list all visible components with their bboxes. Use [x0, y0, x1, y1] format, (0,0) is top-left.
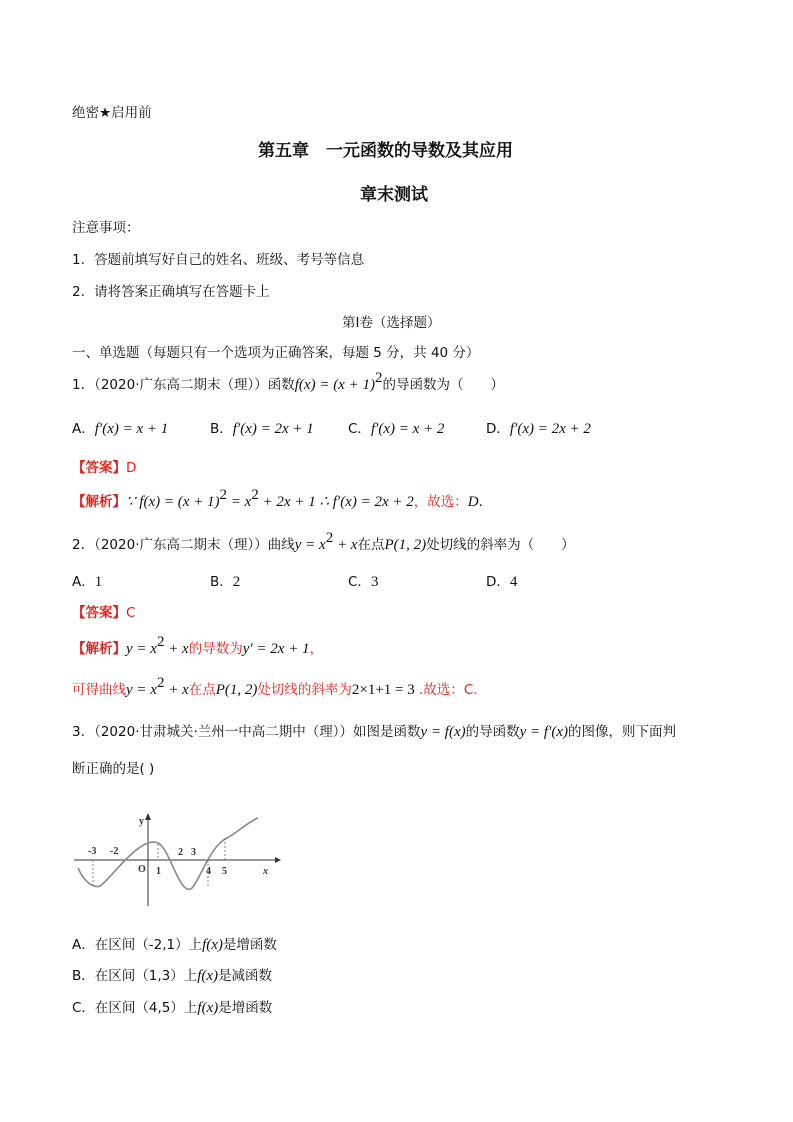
question-2-option-b: B．2 [210, 574, 241, 590]
graph-label-4: 4 [206, 866, 211, 877]
question-1-function: f(x) = (x + 1) [294, 377, 375, 393]
y-axis-arrow [145, 813, 151, 820]
note-item-2: 2．请将答案正确填写在答题卡上 [72, 284, 270, 300]
graph-label-3: 3 [191, 847, 196, 858]
x-axis-arrow [275, 857, 281, 863]
notes-heading: 注意事项： [72, 220, 140, 236]
question-2: 2．（2020·广东高二期末（理））曲线$y = x^2 + x$在点P(1, 2)处切线的斜率为（ ） [72, 530, 575, 553]
graph-label-1: 1 [156, 866, 161, 877]
graph-label-2: 2 [178, 847, 183, 858]
question-1-suffix: 的导函数为（ ） [382, 377, 504, 393]
question-1-option-d: D．f′(x) = 2x + 2 [486, 421, 591, 437]
question-2-option-a: A．1 [72, 574, 103, 590]
question-2-analysis-line-1: 【解析】$y = x^2 + x$的导数为y′ = 2x + 1， [72, 634, 324, 657]
note-item-1: 1．答题前填写好自己的姓名、班级、考号等信息 [72, 252, 365, 268]
question-1-prefix: 1．（2020·广东高二期末（理））函数 [72, 377, 295, 393]
question-3-line-2: 断正确的是( ) [72, 761, 155, 777]
volume-heading: 第I卷（选择题） [342, 315, 441, 331]
graph-label-neg2: -2 [110, 846, 119, 857]
graph-label-y: y [139, 816, 144, 827]
question-2-answer: 【答案】C [72, 605, 136, 621]
question-2-option-d: D．4 [486, 574, 518, 590]
test-subtitle: 章末测试 [360, 185, 428, 205]
question-3-line-1: 3．（2020·甘肃城关·兰州一中高二期中（理））如图是函数y = f(x)的导函数y = f′(x)的图像，则下面判 [72, 724, 677, 740]
question-2-option-c: C．3 [348, 574, 379, 590]
question-2-analysis-line-2: 可得曲线$y = x^2 + x$在点P(1, 2)处切线的斜率为2×1+1 = 3 .故选：C. [72, 675, 478, 698]
question-1-exponent: 2 [374, 370, 383, 386]
question-1-option-a: A．f′(x) = x + 1 [72, 421, 169, 437]
question-1-analysis: 【解析】∵ $f(x) = (x + 1)^2 = x^2 + 2x + 1$ ∴ f′(x) = 2x + 2，故选：D. [72, 487, 483, 510]
question-3-option-a: A．在区间（-2,1）上f(x)是增函数 [72, 937, 277, 953]
graph-label-origin: O [138, 864, 146, 875]
graph-label-5: 5 [222, 866, 227, 877]
question-1-option-c: C．f′(x) = x + 2 [348, 421, 445, 437]
derivative-graph-svg [70, 808, 285, 908]
question-1 [72, 370, 504, 394]
question-3-option-b: B．在区间（1,3）上f(x)是减函数 [72, 968, 273, 984]
confidential-label: 绝密★启用前 [72, 105, 152, 121]
derivative-curve [78, 818, 258, 889]
graph-label-x: x [263, 866, 268, 877]
derivative-graph [70, 808, 285, 908]
chapter-title: 第五章 一元函数的导数及其应用 [258, 141, 513, 161]
question-1-option-b: B．f′(x) = 2x + 1 [210, 421, 314, 437]
question-3-option-c: C．在区间（4,5）上f(x)是增函数 [72, 1000, 273, 1016]
graph-label-neg3: -3 [88, 846, 97, 857]
question-1-answer: 【答案】D [72, 460, 137, 476]
section-heading: 一、单选题（每题只有一个选项为正确答案，每题 5 分，共 40 分） [72, 345, 480, 361]
